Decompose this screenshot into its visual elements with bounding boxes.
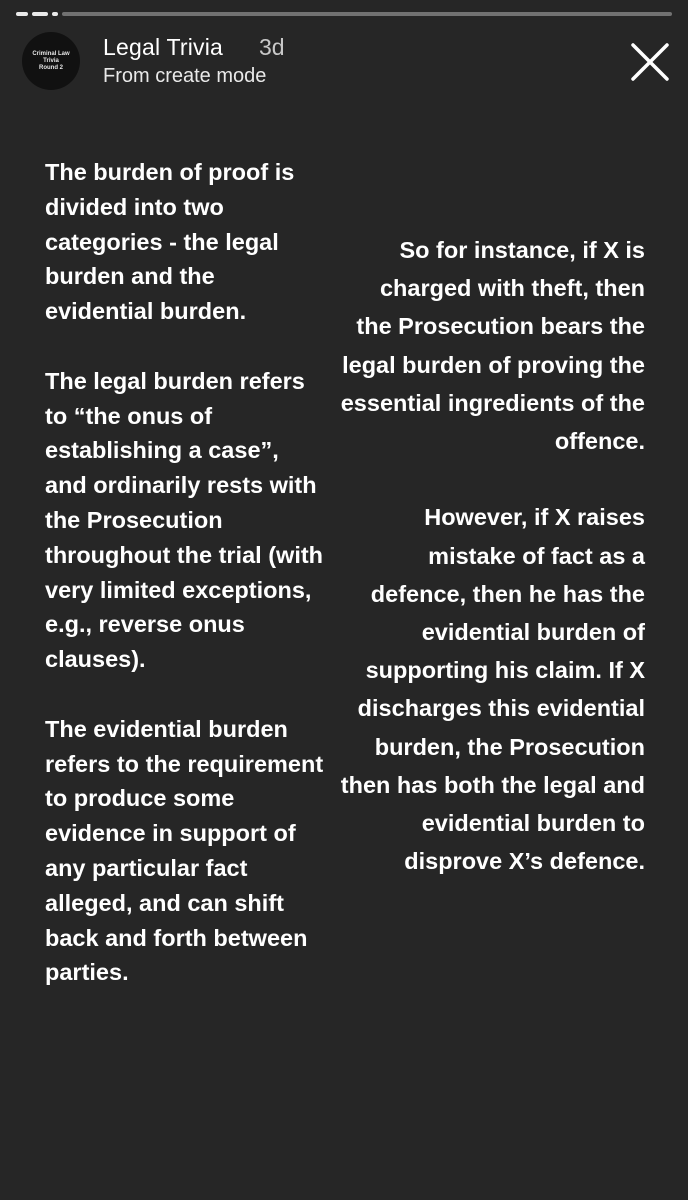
progress-segment: [32, 12, 48, 16]
left-text-column: [45, 155, 327, 1025]
progress-segment: [16, 12, 28, 16]
close-button[interactable]: [630, 42, 670, 82]
post-time: 3d: [259, 34, 285, 60]
story-subtitle[interactable]: From create mode: [103, 65, 267, 87]
paragraph-mistake-of-fact: However, if X raises mistake of fact as a defence, then he has the evidential burden of supporting his claim. If X discharges this evidential burden, the Prosecution then has both the legal and evidential burden to disprove X’s defence.: [340, 504, 645, 875]
story-progress-bar: [16, 12, 672, 16]
account-name[interactable]: Legal Trivia: [103, 34, 224, 60]
story-header: [20, 30, 668, 94]
paragraph-evidential-burden: The evidential burden refers to the requirement to produce some evidence in support of any particular fact alleged, and can shift back and forth between parties.: [45, 715, 324, 986]
paragraph-legal-burden: The legal burden refers to “the onus of establishing a case”, and ordinarily rests with the Prosecution throughout the trial (with very limited exceptions, e.g., reverse onus clauses).: [45, 367, 324, 673]
progress-segment: [62, 12, 672, 16]
close-icon: [630, 42, 670, 82]
right-text-column: [340, 231, 645, 919]
paragraph-example-theft: So for instance, if X is charged with theft, then the Prosecution bears the legal burden of proving the essential ingredients of the offence.: [340, 237, 645, 455]
paragraph-burden-of-proof: The burden of proof is divided into two categories - the legal burden and the evidential burden.: [45, 159, 295, 325]
avatar-label: Criminal Law Trivia Round 2: [32, 50, 70, 71]
progress-segment: [52, 12, 58, 16]
avatar[interactable]: [22, 32, 80, 90]
